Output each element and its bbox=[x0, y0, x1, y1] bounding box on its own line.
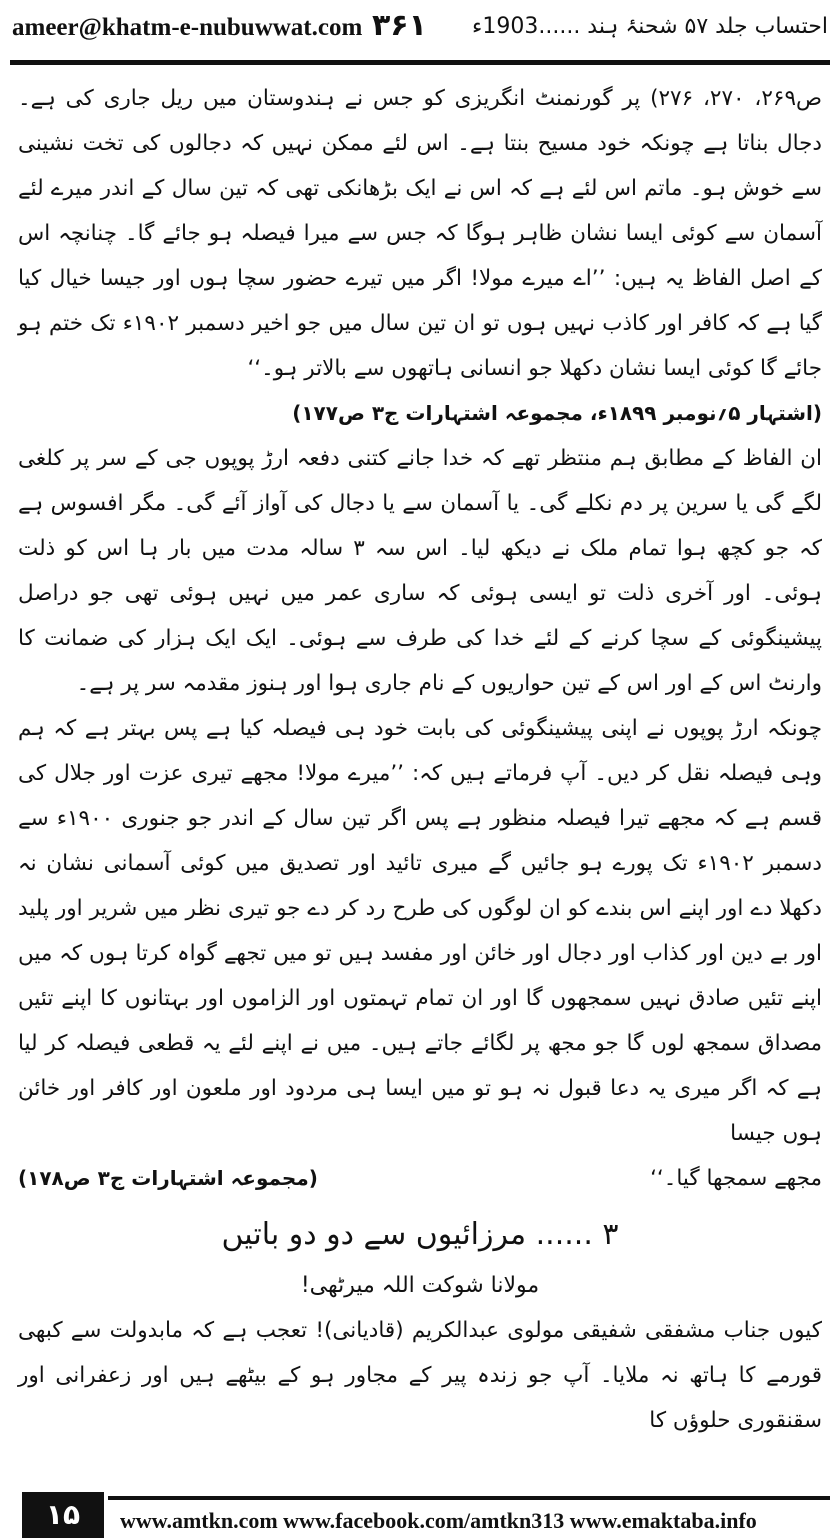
section-author: مولانا شوکت اللہ میرٹھی! bbox=[300, 1273, 540, 1298]
citation-line bbox=[18, 1156, 822, 1201]
page-header bbox=[0, 0, 840, 64]
section-heading: ۳ ...... مرزائیوں سے دو دو باتیں bbox=[221, 1217, 619, 1252]
footer-links: www.amtkn.com www.facebook.com/amtkn313 www.emaktaba.info bbox=[120, 1508, 757, 1533]
paragraph-2: ان الفاظ کے مطابق ہم منتظر تھے کہ خدا جانے کتنی دفعہ ارڑ پوپوں جی کے سر پر کلغی لگے گی یا سرین پر دم نکلے گی۔ یا آسمان سے یا دجال کی آواز آئے گی۔ مگر افسوس ہے کہ جو کچھ ہوا تمام ملک نے دیکھ لیا۔ اس سہ ۳ سالہ مدت میں بار ہا اس کو ذلت ہوئی۔ اور آخری ذلت تو ایسی ہوئی کہ ساری عمر میں نہیں ہوئی تھی جو دراصل پیشینگوئی کے سچا کرنے کے لئے خدا کی طرف سے ہوئی۔ ایک ایک ہزار کی ضمانت کا وارنٹ اس کے اور اس کے تین حواریوں کے نام جاری ہوا اور ہنوز مقدمہ سر پر ہے۔ bbox=[18, 446, 822, 696]
page-footer bbox=[0, 1488, 840, 1540]
footer-rule bbox=[108, 1496, 830, 1500]
header-book-title: احتساب جلد ۵۷ شحنۂ ہند ......1903ء bbox=[472, 14, 828, 39]
page-body bbox=[18, 76, 822, 1443]
footer-page-number: ۱۵ bbox=[22, 1492, 104, 1538]
header-page-number: ۳۶۱ bbox=[372, 8, 427, 43]
paragraph-1: ص۲۶۹، ۲۷۰، ۲۷۶) پر گورنمنٹ انگریزی کو جس نے ہندوستان میں ریل جاری کی ہے۔ دجال بناتا ہے چونکہ خود مسیح بنتا ہے۔ اس لئے ممکن نہیں کہ دجالوں کی تخت نشینی سے خوش ہو۔ ماتم اس لئے ہے کہ اس نے ایک بڑھانکی تھی کہ تین سال کے اندر میرے لئے آسمان سے کوئی ایسا نشان ظاہر ہوگا کہ جس سے میرا فیصلہ ہو جائے گا۔ چنانچہ اس کے اصل الفاظ یہ ہیں: ’’اے میرے مولا! اگر میں تیرے حضور سچا ہوں اور جیسا خیال کیا گیا ہے کہ کافر اور کاذب نہیں ہوں تو ان تین سال میں جو اخیر دسمبر ۱۹۰۲ء تک ختم ہو جائے گا کوئی ایسا نشان دکھلا جو انسانی ہاتھوں سے بالاتر ہو۔‘‘ bbox=[18, 86, 822, 381]
citation-2: (مجموعہ اشتہارات ج۳ ص۱۷۸) bbox=[18, 1166, 318, 1190]
paragraph-4: کیوں جناب مشفقی شفیقی مولوی عبدالکریم (قادیانی)! تعجب ہے کہ مابدولت سے کبھی قورمے کا ہاتھ نہ ملایا۔ آپ جو زندہ پیر کے مجاور ہو کے بیٹھے ہیں اور زعفرانی اور سقنقوری حلوؤں کا bbox=[18, 1318, 822, 1433]
citation-1: (اشتہار ۵؍نومبر ۱۸۹۹ء، مجموعہ اشتہارات ج۳ ص۱۷۷) bbox=[292, 401, 822, 425]
header-rule bbox=[10, 60, 830, 65]
paragraph-3-end: مجھے سمجھا گیا۔‘‘ bbox=[650, 1166, 822, 1191]
paragraph-3: چونکہ ارڑ پوپوں نے اپنی پیشینگوئی کی بابت خود ہی فیصلہ کیا ہے پس بہتر ہے کہ ہم وہی فیصلہ نقل کر دیں۔ آپ فرماتے ہیں کہ: ’’میرے مولا! مجھے تیری عزت اور جلال کی قسم ہے کہ مجھے تیرا فیصلہ منظور ہے پس اگر تین سال کے اندر جو جنوری ۱۹۰۰ء سے دسمبر ۱۹۰۲ء تک پورے ہو جائیں گے میری تائید اور تصدیق میں کوئی آسمانی نشان نہ دکھلا دے اور اپنے اس بندے کو ان لوگوں کی طرح رد کر دے جو تیری نظر میں شریر اور پلید اور بے دین اور کذاب اور دجال اور خائن اور مفسد ہیں تو میں تجھے گواہ کرتا ہوں کہ میں اپنے تئیں صادق نہیں سمجھوں گا اور ان تمام تہمتوں اور الزاموں اور بہتانوں کا اپنے تئیں مصداق سمجھ لوں گا جو مجھ پر لگائے جاتے ہیں۔ میں نے اپنے لئے یہ قطعی فیصلہ کر لیا ہے کہ اگر میری یہ دعا قبول نہ ہو تو میں ایسا ہی مردود اور ملعون اور کافر اور خائن ہوں جیسا bbox=[18, 716, 822, 1146]
header-email: ameer@khatm-e-nubuwwat.com bbox=[12, 14, 363, 41]
